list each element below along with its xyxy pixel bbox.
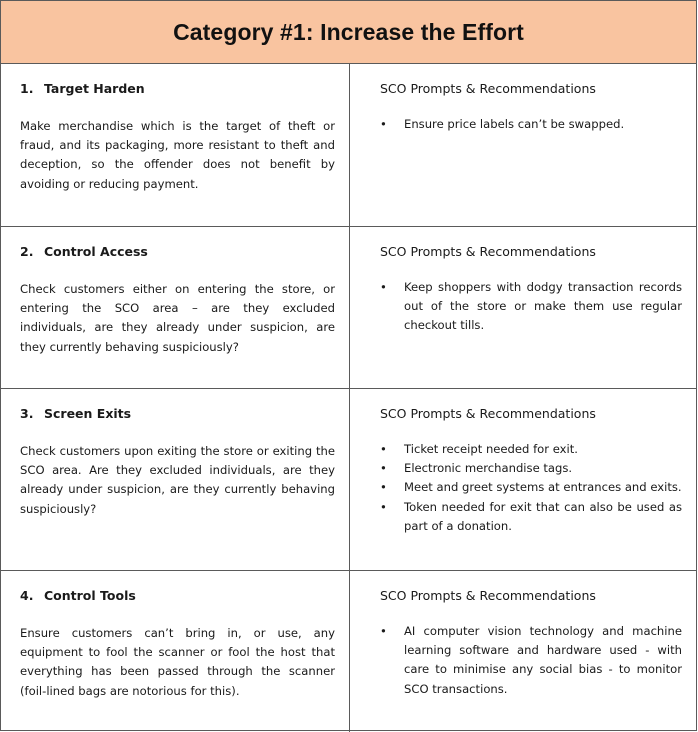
recommendations-list <box>380 278 682 336</box>
bullet-icon: • <box>380 480 387 495</box>
technique-description: Ensure customers can’t bring in, or use, any equipment to fool the scanner or fool the host that everything has been passed through the scanner (foil-lined bags are notorious for this). <box>20 626 335 698</box>
bullet-icon: • <box>380 624 387 638</box>
recommendation-text: Keep shoppers with dodgy transaction records out of the store or make them use regular checkout tills. <box>404 280 682 333</box>
technique-cell <box>1 389 350 570</box>
recommendations-title: SCO Prompts & Recommendations <box>380 588 596 603</box>
recommendations-title: SCO Prompts & Recommendations <box>380 81 596 96</box>
technique-cell <box>1 64 350 226</box>
technique-cell <box>1 227 350 388</box>
recommendations-list <box>380 440 682 536</box>
recommendation-text: Electronic merchandise tags. <box>404 461 573 476</box>
recommendation-text: Ticket receipt needed for exit. <box>404 442 578 456</box>
recommendations-cell <box>350 571 696 732</box>
technique-heading: Control Tools <box>44 588 136 603</box>
recommendations-title: SCO Prompts & Recommendations <box>380 244 596 259</box>
list-item <box>380 459 682 478</box>
table-row <box>1 389 696 571</box>
recommendations-title: SCO Prompts & Recommendations <box>380 406 596 421</box>
bullet-icon: • <box>380 280 387 294</box>
technique-number: 1. <box>20 81 34 96</box>
technique-description: Check customers upon exiting the store or exiting the SCO area. Are they excluded individuals, are they already under suspicion, are they currently behaving suspiciously? <box>20 444 335 516</box>
list-item <box>380 440 682 459</box>
recommendation-text: Token needed for exit that can also be used as part of a donation. <box>404 499 682 533</box>
technique-heading: Screen Exits <box>44 406 132 421</box>
bullet-icon: • <box>380 499 387 514</box>
technique-description: Check customers either on entering the store, or entering the SCO area – are they excluded individuals, are they already under suspicion, are they currently behaving suspiciously? <box>20 282 335 354</box>
technique-title <box>20 81 335 97</box>
table-header <box>1 1 696 64</box>
recommendations-cell <box>350 227 696 388</box>
bullet-icon: • <box>380 117 387 131</box>
technique-title <box>20 244 335 260</box>
recommendations-list <box>380 115 682 134</box>
table-row <box>1 571 696 732</box>
technique-description: Make merchandise which is the target of theft or fraud, and its packaging, more resistant to theft and deception, so the offender does not benefit by avoiding or reducing payment. <box>20 119 335 191</box>
recommendation-text: Meet and greet systems at entrances and exits. <box>404 480 682 495</box>
bullet-icon: • <box>380 442 387 456</box>
technique-number: 4. <box>20 588 34 603</box>
bullet-icon: • <box>380 461 387 476</box>
technique-heading: Target Harden <box>44 81 145 96</box>
list-item <box>380 622 682 699</box>
technique-title <box>20 406 335 422</box>
recommendations-list <box>380 622 682 699</box>
table-row <box>1 227 696 389</box>
list-item <box>380 278 682 336</box>
technique-number: 3. <box>20 406 34 421</box>
page-title: Category #1: Increase the Effort <box>173 18 524 45</box>
recommendation-text: Ensure price labels can’t be swapped. <box>404 117 625 131</box>
technique-number: 2. <box>20 244 34 259</box>
list-item <box>380 478 682 497</box>
technique-cell <box>1 571 350 732</box>
table-row <box>1 64 696 227</box>
recommendations-cell <box>350 389 696 570</box>
recommendations-cell <box>350 64 696 226</box>
recommendation-text: AI computer vision technology and machine learning software and hardware used - with care to minimise any social bias - to monitor SCO transactions. <box>404 624 682 696</box>
technique-heading: Control Access <box>44 244 148 259</box>
technique-title <box>20 588 335 604</box>
list-item <box>380 115 682 134</box>
list-item <box>380 498 682 536</box>
